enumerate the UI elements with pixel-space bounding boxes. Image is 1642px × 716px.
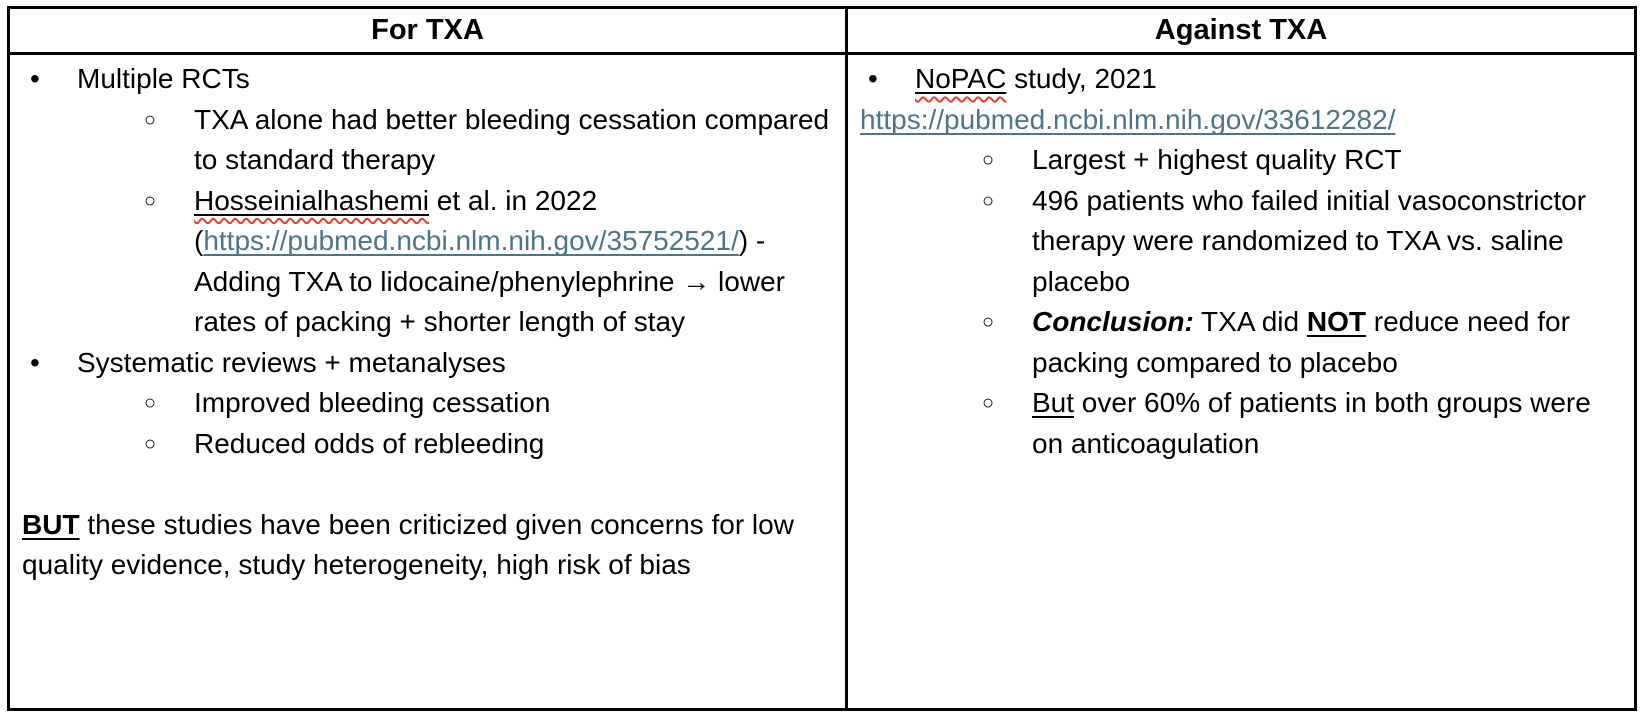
list-item xyxy=(22,383,833,424)
comparison-table xyxy=(7,6,1637,711)
blank-line xyxy=(22,464,833,505)
spellcheck-squiggle xyxy=(194,185,429,216)
list-item xyxy=(22,424,833,465)
list-item-text xyxy=(194,181,833,343)
text-segment: Conclusion: xyxy=(1032,306,1194,337)
text-segment: TXA did xyxy=(1193,306,1307,337)
text-segment: Systematic reviews + metanalyses xyxy=(77,346,506,378)
text-segment: study, 2021 xyxy=(1006,63,1157,94)
text-segment: reduce need for packing compared to placebo xyxy=(1032,306,1570,378)
circle-bullet-icon: ○ xyxy=(982,311,995,333)
text-segment: NOT xyxy=(1306,306,1366,337)
list-item-text xyxy=(194,100,833,181)
text-segment: Improved bleeding cessation xyxy=(194,387,551,418)
list-item-text xyxy=(194,424,833,465)
list-item xyxy=(860,59,1622,100)
text-segment: over 60% of patients in both groups were on anticoagulation xyxy=(1032,387,1591,459)
circle-bullet-icon: ○ xyxy=(982,392,995,414)
column-header-for-txa: For TXA xyxy=(371,14,484,46)
column-header-against-txa: Against TXA xyxy=(845,9,1634,52)
text-segment: these studies have been criticized given concerns for low quality evidence, study heterogeneity, high risk of bias xyxy=(22,508,794,580)
circle-bullet-icon: ○ xyxy=(144,432,157,455)
text-segment: Largest + highest quality RCT xyxy=(1032,144,1402,175)
misspelled-word: Hosseinialhashemi xyxy=(194,184,430,216)
list-item-text xyxy=(22,505,833,586)
list-item-text xyxy=(1032,140,1622,181)
text-segment: et al. in 2022 ( xyxy=(194,184,598,256)
list-item-text xyxy=(1032,302,1622,383)
text-segment: Multiple RCTs xyxy=(77,63,250,94)
pubmed-link[interactable]: https://pubmed.ncbi.nlm.nih.gov/35752521/ xyxy=(203,225,739,256)
list-item xyxy=(860,140,1622,181)
list-item-text xyxy=(915,59,1622,100)
bullet-icon: • xyxy=(868,63,878,94)
list-item-text xyxy=(194,383,833,424)
against-txa-cell xyxy=(845,55,1634,708)
circle-bullet-icon: ○ xyxy=(982,189,995,212)
list-item xyxy=(22,181,833,343)
list-item xyxy=(860,383,1622,464)
text-segment: 496 patients who failed initial vasoconstrictor therapy were randomized to TXA vs. saline placebo xyxy=(1032,184,1587,297)
bullet-icon: • xyxy=(30,346,40,378)
pubmed-link[interactable]: https://pubmed.ncbi.nlm.nih.gov/33612282/ xyxy=(860,103,1396,135)
list-item xyxy=(860,100,1622,141)
list-item-text xyxy=(1032,181,1622,303)
text-segment: BUT xyxy=(22,508,80,540)
list-item xyxy=(22,343,833,384)
table-body-row xyxy=(10,55,1634,708)
list-item-text xyxy=(860,100,1622,141)
list-item-text xyxy=(77,343,833,384)
for-txa-cell xyxy=(10,55,845,708)
table-header-row xyxy=(10,9,1634,55)
text-segment: TXA alone had better bleeding cessation compared to standard therapy xyxy=(194,103,830,175)
list-item xyxy=(860,302,1622,383)
text-segment: But xyxy=(1032,387,1075,418)
text-segment: ) - Adding TXA to lidocaine/phenylephrine → lower rates of packing + shorter length of stay xyxy=(194,225,785,337)
list-item-text xyxy=(77,59,833,100)
circle-bullet-icon: ○ xyxy=(982,149,995,171)
list-item xyxy=(22,100,833,181)
list-item xyxy=(22,59,833,100)
text-segment: Reduced odds of rebleeding xyxy=(194,427,545,459)
misspelled-word: NoPAC xyxy=(915,63,1007,94)
circle-bullet-icon: ○ xyxy=(144,189,157,212)
list-item xyxy=(22,505,833,586)
list-item-text xyxy=(1032,383,1622,464)
circle-bullet-icon: ○ xyxy=(144,392,157,414)
circle-bullet-icon: ○ xyxy=(144,108,157,131)
list-item xyxy=(860,181,1622,303)
bullet-icon: • xyxy=(30,63,40,94)
spellcheck-squiggle xyxy=(915,63,1006,94)
